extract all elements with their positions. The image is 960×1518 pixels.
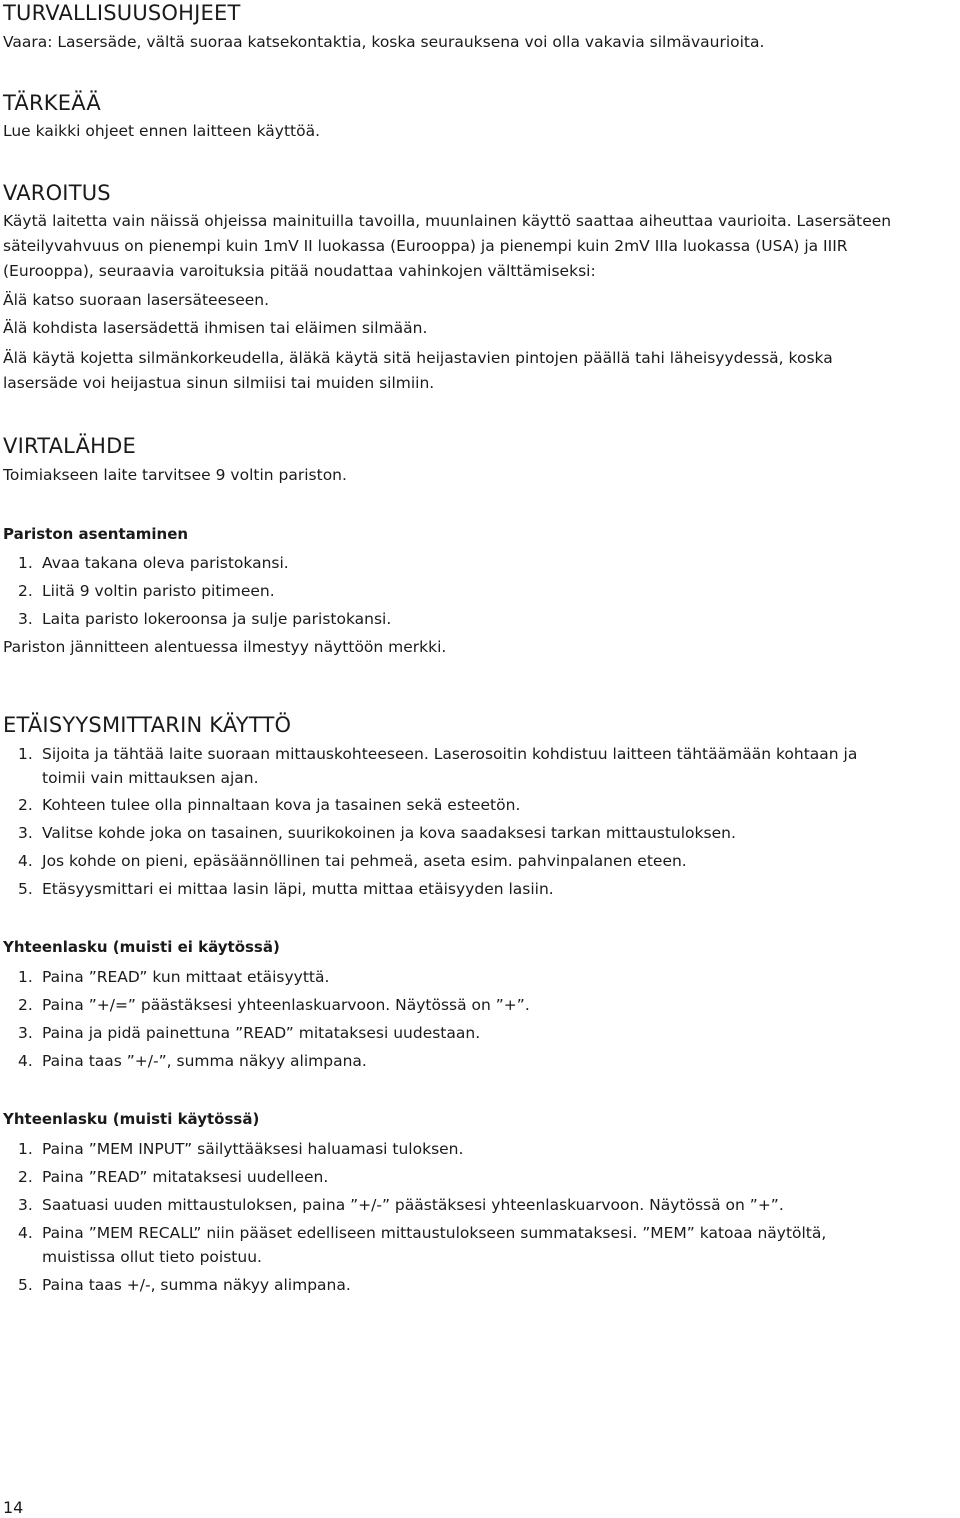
list-item: 2. Paina ”+/=” päästäksesi yhteenlaskuarvoon. Näytössä on ”+”. bbox=[18, 996, 530, 1014]
sum-no-memory-heading: Yhteenlasku (muisti ei käytössä) bbox=[3, 938, 280, 956]
list-item: 2. Kohteen tulee olla pinnaltaan kova ja tasainen sekä esteetön. bbox=[18, 796, 521, 814]
list-item: 3. Valitse kohde joka on tasainen, suurikokoinen ja kova saadaksesi tarkan mittaustuloksen. bbox=[18, 824, 736, 842]
important-heading: TÄRKEÄÄ bbox=[3, 91, 101, 115]
list-item: 3. Saatuasi uuden mittaustuloksen, paina ”+/-” päästäksesi yhteenlaskuarvoon. Näytössä on ”+”. bbox=[18, 1196, 784, 1214]
list-item: 3. Laita paristo lokeroonsa ja sulje paristokansi. bbox=[18, 610, 392, 628]
battery-note: Pariston jännitteen alentuessa ilmestyy näyttöön merkki. bbox=[3, 638, 447, 656]
battery-install-heading: Pariston asentaminen bbox=[3, 525, 189, 543]
warning-line: lasersäde voi heijastua sinun silmiisi tai muiden silmiin. bbox=[3, 374, 435, 392]
warning-line: Älä kohdista lasersädettä ihmisen tai eläimen silmään. bbox=[3, 319, 428, 337]
list-item: 4. Paina taas ”+/-”, summa näkyy alimpana. bbox=[18, 1052, 367, 1070]
warning-line: Älä katso suoraan lasersäteeseen. bbox=[3, 291, 270, 309]
warning-line: (Eurooppa), seuraavia varoituksia pitää noudattaa vahinkojen välttämiseksi: bbox=[3, 262, 596, 280]
list-item: 1. Paina ”READ” kun mittaat etäisyyttä. bbox=[18, 968, 330, 986]
list-item-continuation: muistissa ollut tieto poistuu. bbox=[42, 1248, 262, 1266]
warning-line: Käytä laitetta vain näissä ohjeissa mainituilla tavoilla, muunlainen käyttö saattaa aiheuttaa vaurioita. Lasersäteen bbox=[3, 212, 892, 230]
list-item: 1. Paina ”MEM INPUT” säilyttääksesi haluamasi tuloksen. bbox=[18, 1140, 464, 1158]
usage-heading: ETÄISYYSMITTARIN KÄYTTÖ bbox=[3, 713, 292, 737]
list-item: 4. Jos kohde on pieni, epäsäännöllinen tai pehmeä, aseta esim. pahvinpalanen eteen. bbox=[18, 852, 687, 870]
warning-line: Älä käytä kojetta silmänkorkeudella, äläkä käytä sitä heijastavien pintojen päällä tahi läheisyydessä, koska bbox=[3, 349, 833, 367]
list-item-continuation: toimii vain mittauksen ajan. bbox=[42, 769, 259, 787]
warning-line: säteilyvahvuus on pienempi kuin 1mV II luokassa (Eurooppa) ja pienempi kuin 2mV IIIa luokassa (USA) ja IIIR bbox=[3, 237, 848, 255]
power-heading: VIRTALÄHDE bbox=[3, 434, 136, 458]
safety-text: Vaara: Lasersäde, vältä suoraa katsekontaktia, koska seurauksena voi olla vakavia silmävaurioita. bbox=[3, 33, 765, 51]
power-text: Toimiakseen laite tarvitsee 9 voltin pariston. bbox=[3, 466, 347, 484]
list-item: 3. Paina ja pidä painettuna ”READ” mitataksesi uudestaan. bbox=[18, 1024, 481, 1042]
safety-heading: TURVALLISUUSOHJEET bbox=[3, 1, 241, 25]
warning-heading: VAROITUS bbox=[3, 181, 111, 205]
page-number: 14 bbox=[3, 1498, 24, 1517]
important-text: Lue kaikki ohjeet ennen laitteen käyttöä. bbox=[3, 122, 321, 140]
list-item: 2. Liitä 9 voltin paristo pitimeen. bbox=[18, 582, 275, 600]
list-item: 5. Etäsyysmittari ei mittaa lasin läpi, mutta mittaa etäisyyden lasiin. bbox=[18, 880, 554, 898]
sum-memory-heading: Yhteenlasku (muisti käytössä) bbox=[3, 1110, 260, 1128]
list-item: 5. Paina taas +/-, summa näkyy alimpana. bbox=[18, 1276, 351, 1294]
list-item: 1. Sijoita ja tähtää laite suoraan mittauskohteeseen. Laserosoitin kohdistuu laitteen tähtäämään kohtaan ja bbox=[18, 745, 858, 763]
list-item: 2. Paina ”READ” mitataksesi uudelleen. bbox=[18, 1168, 329, 1186]
list-item: 4. Paina ”MEM RECALL” niin pääset edelliseen mittaustulokseen summataksesi. ”MEM” katoaa näytöltä, bbox=[18, 1224, 827, 1242]
list-item: 1. Avaa takana oleva paristokansi. bbox=[18, 554, 289, 572]
